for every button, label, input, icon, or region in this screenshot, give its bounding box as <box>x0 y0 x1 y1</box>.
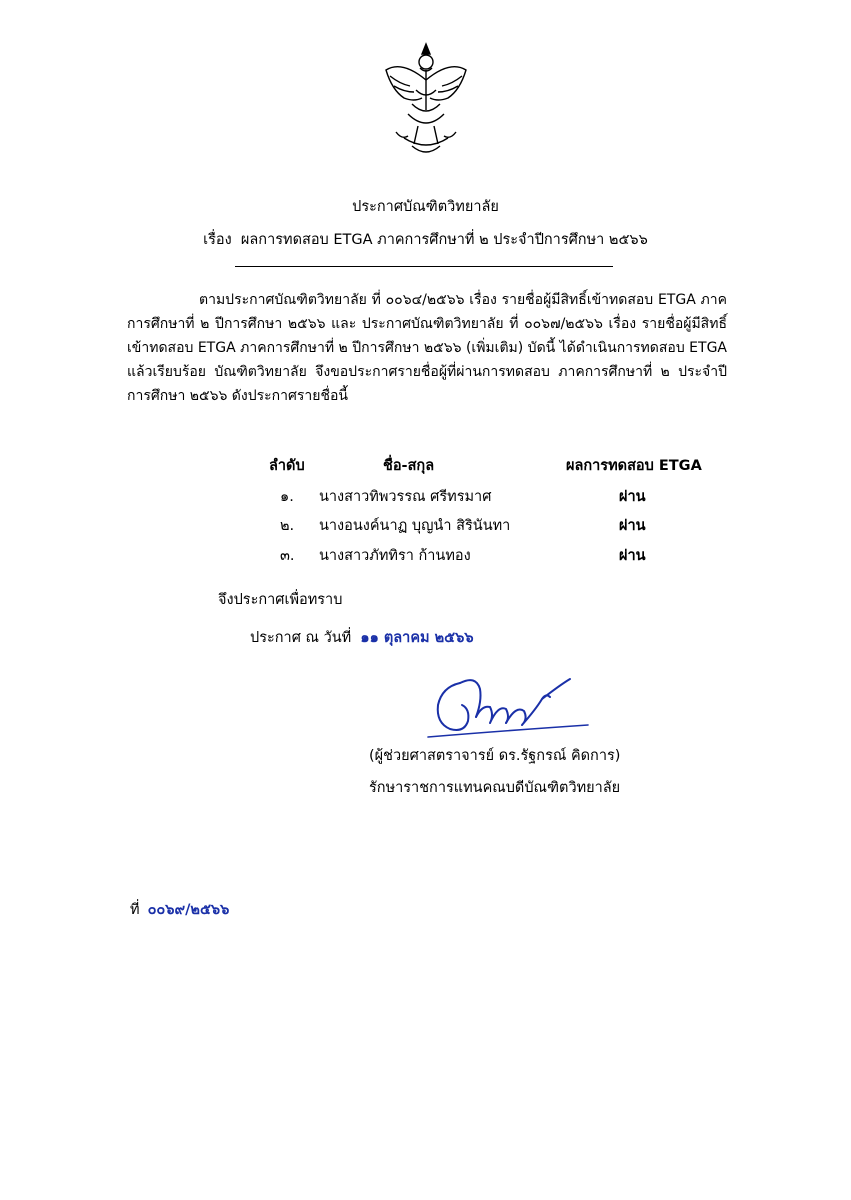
announcement-date-line <box>250 626 474 649</box>
announced-label: ประกาศ ณ วันที่ <box>250 630 352 646</box>
header-name: ชื่อ-สกุล <box>383 458 435 474</box>
table-row <box>258 514 718 536</box>
document-number <box>130 898 229 921</box>
announcement-title: ประกาศบัณฑิตวิทยาลัย <box>352 199 499 215</box>
signatory-position: รักษาราชการแทนคณบดีบัณฑิตวิทยาลัย <box>369 780 621 796</box>
header-result: ผลการทดสอบ ETGA <box>566 458 702 474</box>
row-no: ๑. <box>280 489 294 505</box>
row-result: ผ่าน <box>619 518 646 534</box>
doc-number-label: ที่ <box>130 902 140 918</box>
announced-date: ๑๑ ตุลาคม ๒๕๖๖ <box>360 630 474 646</box>
row-result: ผ่าน <box>619 548 646 564</box>
announcement-subject <box>0 230 851 250</box>
signatory-name: (ผู้ช่วยศาสตราจารย์ ดร.รัฐกรณ์ คิดการ) <box>369 748 621 764</box>
row-name: นางสาวภัททิรา ก้านทอง <box>319 548 471 564</box>
row-no: ๒. <box>280 518 295 534</box>
table-row <box>258 544 718 566</box>
garuda-emblem <box>382 40 470 160</box>
header-no: ลำดับ <box>269 458 305 474</box>
subject-text: ผลการทดสอบ ETGA ภาคการศึกษาที่ ๒ ประจำปีการศึกษา ๒๕๖๖ <box>240 232 648 248</box>
row-name: นางสาวทิพวรรณ ศรีทรมาศ <box>319 489 492 505</box>
subject-prefix: เรื่อง <box>203 232 232 248</box>
row-result: ผ่าน <box>619 489 646 505</box>
handwritten-signature <box>420 665 590 750</box>
table-row <box>258 485 718 507</box>
doc-number-value: ๐๐๖๙/๒๕๖๖ <box>147 902 230 918</box>
row-name: นางอนงค์นาฏ บุญนำ สิรินันทา <box>319 518 511 534</box>
announcement-body <box>127 288 727 408</box>
closing-notice: จึงประกาศเพื่อทราบ <box>218 592 343 608</box>
body-paragraph: ตามประกาศบัณฑิตวิทยาลัย ที่ ๐๐๖๔/๒๕๖๖ เรื่อง รายชื่อผู้มีสิทธิ์เข้าทดสอบ ETGA ภาคการศึกษาที่ ๒ ปีการศึกษา ๒๕๖๖ และ ประกาศบัณฑิตวิทยาลัย ที่ ๐๐๖๗/๒๕๖๖ เรื่อง รายชื่อผู้มีสิทธิ์เข้าทดสอบ ETGA ภาคการศึกษาที่ ๒ ปีการศึกษา ๒๕๖๖ (เพิ่มเติม) บัดนี้ ได้ดำเนินการทดสอบ ETGA แล้วเรียบร้อย บัณฑิตวิทยาลัย จึงขอประกาศรายชื่อผู้ที่ผ่านการทดสอบ ภาคการศึกษาที่ ๒ ประจำปีการศึกษา ๒๕๖๖ ดังประกาศรายชื่อนี้ <box>127 292 727 404</box>
title-divider <box>235 266 613 267</box>
row-no: ๓. <box>280 548 295 564</box>
